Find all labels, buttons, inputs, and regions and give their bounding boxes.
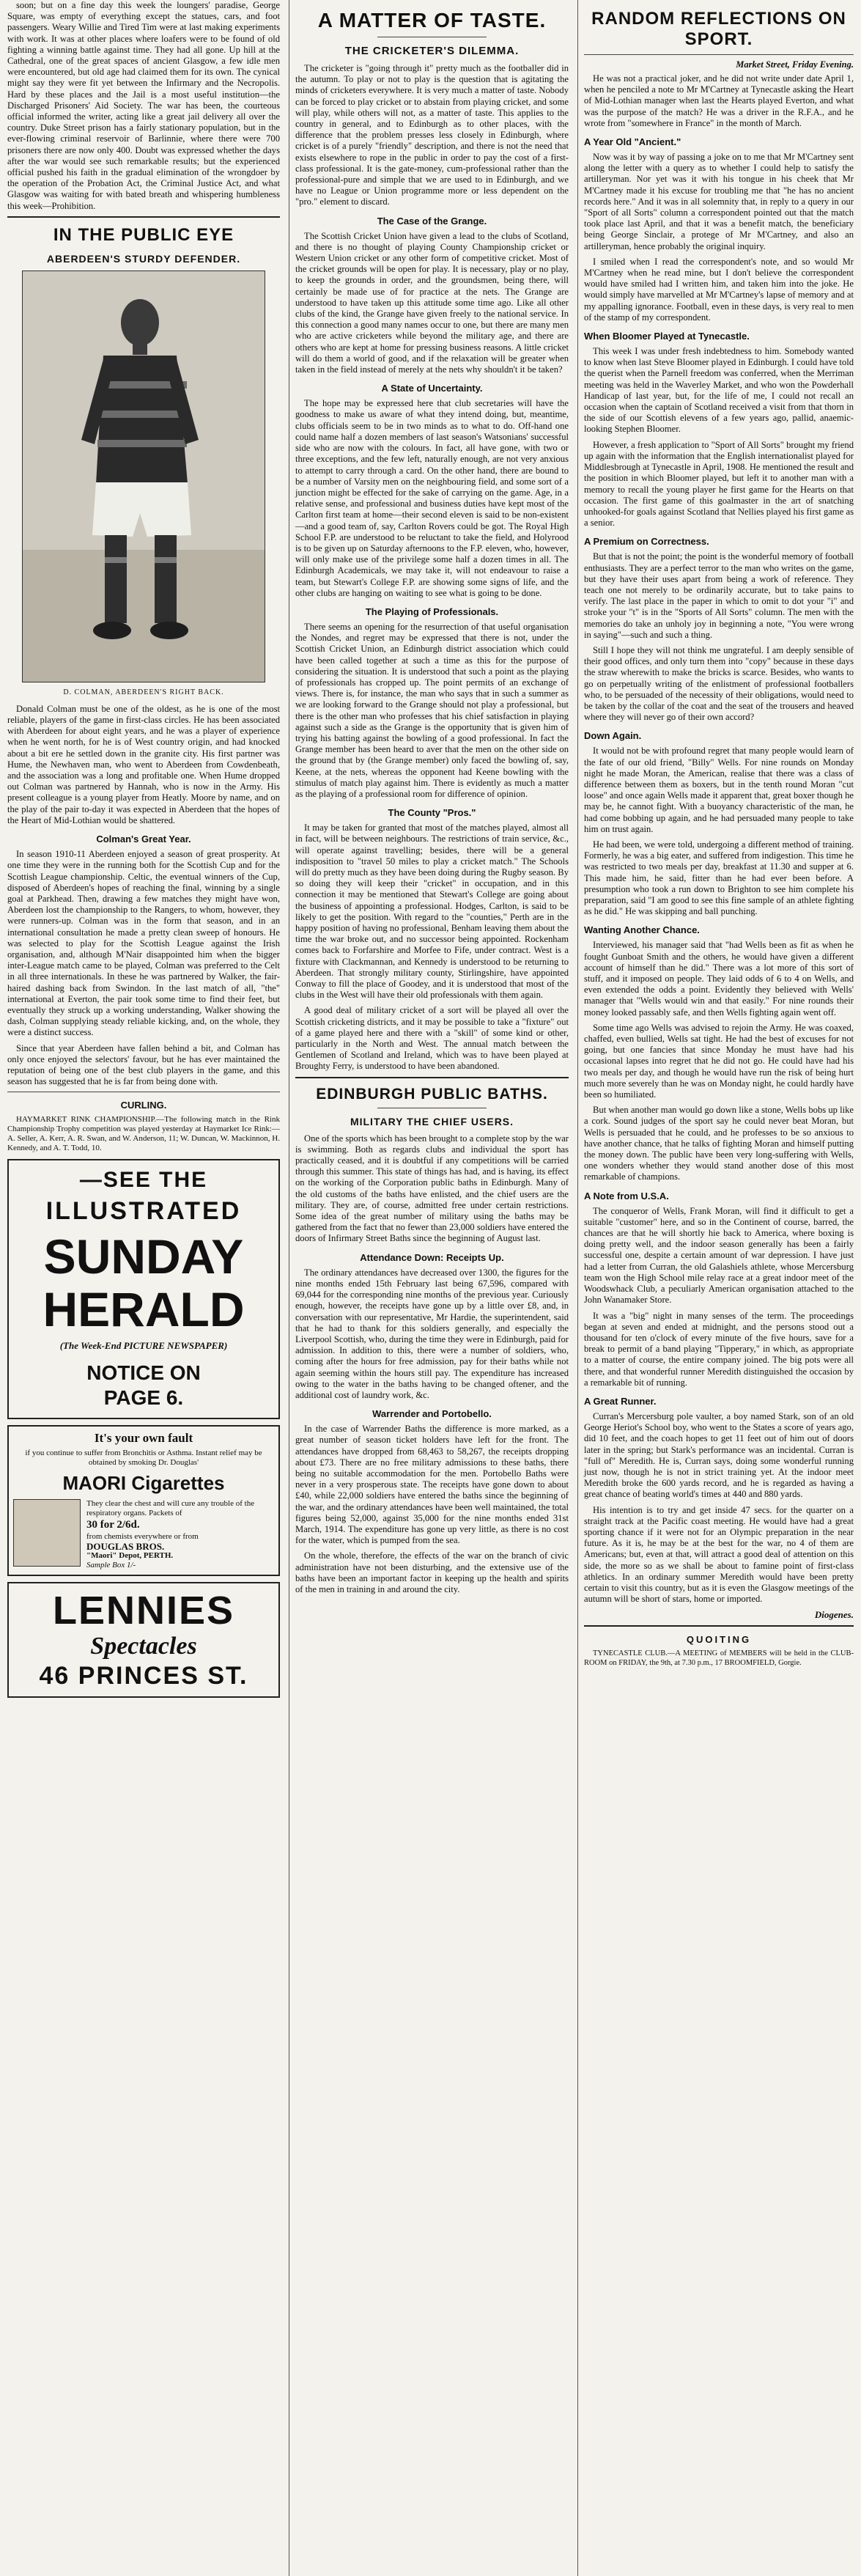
- matter-of-taste-title: A MATTER OF TASTE.: [317, 9, 547, 32]
- subhead-wanting: Wanting Another Chance.: [584, 924, 700, 936]
- paragraph: His intention is to try and get inside 47 secs. for the quarter on a straight track at the Pacific coast meeting. He would have had a great sporting chance if it were not for an Olympic preparation in the near future. As it is, he may be at the best for the war, no 4 of them are Americans; but, even at that, will attract a good deal of attention on this side, the more so as we shall be about to famine point of first-class athletics. In an ordinary summer Meredith would have been pretty certain to visit this country, but as it is even the Glasgow meetings of the autumn will be short of stars, home or imported.: [584, 1504, 854, 1605]
- subhead-grange: The Case of the Grange.: [377, 215, 487, 227]
- paragraph: Now was it by way of passing a joke on to me that Mr M'Cartney sent along the letter with a query as to whether I could help to satisfy the artilleryman. Nor yet was it with his tongue in his cheek that Mr M'Cartney made it his excuse for troubling me that "he has no ancient records here." And it was in all solemnity that, in reply to a query in our "Sport of all Sorts" column a correspondent pointed out that the match took place last April, and that it was a benefit match, the beneficiary being George Sinclair, a protege of Mr M'Cartney, and also an artilleryman, hence probably the original inquiry.: [584, 152, 854, 251]
- random-reflections-title: RANDOM REFLECTIONS ON SPORT.: [591, 9, 846, 49]
- maori-cigarettes-ad: [7, 1425, 280, 1576]
- subhead-down-again: Down Again.: [584, 730, 642, 742]
- cricketers-dilemma-subtitle: THE CRICKETER'S DILEMMA.: [344, 45, 520, 57]
- paragraph: In the case of Warrender Baths the difference is more marked, as a great number of season ticket holders have left for the front. The attendances have dropped from 68,463 to 58,267, the receipts dropping about £73. There are no free military admissions to these baths, there being no suitable accommodation for the men. Portobello Baths were never in a very prosperous state. The receipts have gone down to about £40, while 22,000 soldiers have entered the baths since the beginning of the war, and the ordinary attendances have been well maintained, the total figures being 52,000, against 35,000 for the nine months ended 31st March, 1914. The expenditure has gone up very little, as there is no cost for the water, which is pumped from the sea.: [295, 1424, 569, 1546]
- maori-address: "Maori" Depot, PERTH.: [86, 1551, 174, 1561]
- paragraph: However, a fresh application to "Sport of All Sorts" brought my friend up again with the information that the English internationalist played for Middlesbrough at Tynecastle in April, 1908. He mentioned the result and the position in which Bloomer played, but left it to another man with a memory to recall the young player he first game for the Hearts on that occasion. The first game of this goalmaster in the art of snatching unhooked-for goals against Scotland that Nellies played his first game as a senior.: [584, 439, 854, 529]
- subhead-ancient: A Year Old "Ancient.": [584, 136, 681, 148]
- paragraph: One of the sports which has been brought to a complete stop by the war is swimming. Both as regards clubs and individual the sport has practically ceased, and it is doubtful if any competitions will be carried through this summer. This state of things has had, and is having, its effect on the working of the Corporation public baths in Edinburgh. Many of the old customs of the baths have enlisted, and the chief users are the military. They are, of course, admitted free under certain restrictions. Some idea of the great number of military using the baths may be gathered from the fact that no fewer than 23,000 soldiers have entered the doors of Infirmary Street Baths since the beginning of August last.: [295, 1133, 569, 1244]
- ad-illustrated: ILLUSTRATED: [45, 1197, 242, 1226]
- ad-sunday: SUNDAY: [43, 1229, 244, 1284]
- quoiting-heading: QUOITING: [686, 1634, 752, 1646]
- lennies-product: Spectacles: [90, 1633, 197, 1660]
- lennies-address: 46 PRINCES ST.: [39, 1662, 248, 1690]
- maori-line1: It's your own fault: [94, 1431, 193, 1446]
- maori-from: from chemists everywhere or from: [86, 1532, 199, 1542]
- colman-great-year-text: [7, 849, 280, 1087]
- ad-see-the: —SEE THE: [79, 1168, 208, 1193]
- professionals-text: [295, 622, 569, 800]
- maori-maker: DOUGLAS BROS.: [86, 1541, 165, 1553]
- curling-text: HAYMARKET RINK CHAMPIONSHIP.—The following match in the Rink Championship Trophy competition was played yesterday at Haymarket Ice Rink:—A. Seller, A. Kerr, A. R. Swan, and W. Anderson, 11; W. Duncan, W. Mackinnon, H. Kennedy, and A. T. Todd, 10.: [7, 1115, 280, 1153]
- maori-brand: MAORI Cigarettes: [62, 1472, 225, 1495]
- subhead-uncertainty: A State of Uncertainty.: [381, 383, 483, 394]
- paragraph: He had been, we were told, undergoing a different method of training. Formerly, he was a big eater, and suffered from indigestion. This time he was restricted to two meals per day, breakfast at 11.30 and supper at 6. This made him, he said, fitter than he had ever been before. A presumption who took a run down to Brighton to see him complete his preparation, said "I am good to see this fine sample of an athlete fighting as he did." He was skipping and ball punching.: [584, 839, 854, 917]
- paragraph: This week I was under fresh indebtedness to him. Somebody wanted to know when last Steve Bloomer played in Edinburgh. I could have told the querist when the Parnell freedom was conferred, when the Merriman meeting was held in the Waverley Market, and who won the Powderhall Handicap of last year, but, for the life of me, I could not recall an occasion when the captain of Scotland received a visit from that thorn in the side of our Scottish elevens of a few years ago, pallid, anaemic-looking Stephen Bloomer.: [584, 346, 854, 435]
- in-the-public-eye-title: IN THE PUBLIC EYE: [53, 224, 234, 245]
- warrender-text: [295, 1424, 569, 1595]
- paragraph: It may be taken for granted that most of the matches played, almost all in fact, will be between neighbours. The restrictions of train service, &c., will operate against travelling; besides, there will be a general indisposition to "travel 50 miles to play a cricket match." The Schools will do pretty much as they have been doing during the Rugby season. By so doing they will keep their "cricket" in occupation, and in this connection it may be mentioned that Stewart's College are going about the business of appointing a professional. Hodges, Carlton, is said to be likely to get the position. With regard to the "counties," Perth are in the happy position of having no professional, Benham leaving them about the time the war broke out, and no successor being appointed. Rockenham comes back to Forfarshire and Morfee to Fife, under contract. West is a fixture with Clackmannan, and Kennedy is understood to be returning to Aberdeen. That strongly military county, Stirlingshire, have appointed Conway to fill the place of Goodey, and it is understood that most of the clubs in the West will have their old professionals with them again.: [295, 823, 569, 1001]
- paragraph: It was a "big" night in many senses of the term. The proceedings began at seven and ended at midnight, and the persons stood out a thousand for ten o'clock of every minute of the five hours, save for a break to permit of a band playing "Tipperary," in which, as appropriate to a matter of course, the entire company joined. The big pots were all there, and that wonderful runner Meredith distinguished the occasion by a remarkable bit of running.: [584, 1310, 854, 1388]
- attendance-text: [295, 1267, 569, 1401]
- subhead-colman-great-year: Colman's Great Year.: [96, 833, 191, 845]
- column-middle: [289, 0, 574, 2576]
- subhead-bloomer: When Bloomer Played at Tynecastle.: [584, 331, 750, 342]
- county-text: [295, 823, 569, 1072]
- paragraph: soon; but on a fine day this week the loungers' paradise, George Square, was empty of everything except the statues, cars, and foot passengers. Weary Willie and Tired Tim were at last making experiments with work. It was at other places where loafers were to be found of old fighting a winning battle against time. They had all gone. Up hill at the Cathedral, one of the great spaces of ancient Glasgow, a few idle men were encountered, but old age had claimed them for its own. The cynical might say they were fit yet between the Infirmary and the Necropolis. Hard by these places and the Jail is a most useful institution—the Discharged Prisoners' Aid Society. The war has been, the courteous official informed the writer, acting like a great jail delivery all over the country. Duke Street prison has a fairly stationary population, but in the ever-flowing criminal reservoir of Barlinnie, where there were 700 prisoners there are now only 400. Doubt was expressed whether the days after the war would see such remarkable results; but the experienced official pushed his faith in the gradual elimination of the wrongdoer by the operation of the Probation Act, the Criminal Justice Act, and what Glasgow was waiting for with bated breath and whispering humbleness this week—Prohibition.: [7, 0, 280, 211]
- cricket-intro: [295, 63, 569, 208]
- subhead-professionals: The Playing of Professionals.: [365, 606, 499, 617]
- subhead-county: The County "Pros.": [388, 807, 476, 819]
- aberdeen-subtitle: ABERDEEN'S STURDY DEFENDER.: [46, 252, 241, 265]
- ad-notice: NOTICE ON: [86, 1361, 201, 1385]
- subhead-warrender: Warrender and Portobello.: [372, 1408, 492, 1420]
- reflections-intro: [584, 73, 854, 129]
- paragraph: Some time ago Wells was advised to rejoin the Army. He was coaxed, chaffed, even bullied, Wells sat tight. He had the best of excuses for not going, but one fancies that since Monday he must have had his occasional lapses into regret that he did not go. He could have had his two meals per day, and though he would have run the risk of being hurt much more severely than he was on Monday night, he could hardly have been so humiliated.: [584, 1022, 854, 1100]
- paragraph: On the whole, therefore, the effects of the war on the branch of civic administration have not been disturbing, and the extensive use of the baths have been an important factor in keeping up the health and spirits of the men in training in and around the city.: [295, 1550, 569, 1594]
- paragraph: In season 1910-11 Aberdeen enjoyed a season of great prosperity. At one time they were in the running both for the Scottish Cup and for the Scottish League championship. Celtic, the eventual winners of the Cup, disposed of Aberdeen's hopes of reaching the final, winning by a single goal at Parkhead. Then, drawing a few matches they might have won, Aberdeen lost the championship to the Rangers, to whom, however, they were runners-up. Colman was in the form that season, and in an international consultation he made a pretty clean sweep of honours. He was selected to play for the Scottish League against the Irish organisation, and, although M'Nair disappointed him when the bigger inter-League match came to be played, Colman was preferred to the Celt in all three internationals. In these he was partnered by Walker, the fair-haired dashing back from Swindon. In the last match of all, "the" international at Everton, the pair took some time to find their feet, but eventually they struck up a working understanding, Walker showing the dash, Colman supplying steady reliable kicking, and, on the whole, they were a distinct success.: [7, 849, 280, 1038]
- maori-sample: Sample Box 1/-: [86, 1561, 136, 1570]
- lennies-name: LENNIES: [52, 1589, 235, 1633]
- bloomer-text: [584, 346, 854, 529]
- column-right: [577, 0, 858, 2576]
- paragraph: The hope may be expressed here that club secretaries will have the goodness to make us aware of what they intend doing, but, meantime, clubs officials seem to be in two minds as to what to do. Off-hand one could name half a dozen members of last season's Watsonians' successful side who are now with the colours. In fact, all have gone, with two or three exceptions, and the few left, naturally enough, are not very anxious to attempt to carry through a card. On the other hand, there are bound to be a number of Varsity men on the neighbouring field, and some sort of a junction might be effected for the sake of carrying on the game. Age, in a relative sense, and professional and business duties have kept most of the Carlton first team at home—their second eleven is said to be non-existent—and a good team of, say, Carlton Rovers could be got. The Royal High School F.P. are understood to be reluctant to take the field, and Holyrood is to be given up on Saturday afternoons to the F.P. eleven, who, however, will only make use of the privilege some half a dozen times in all. The Edinburgh Academicals, we may take it, will not endeavour to raise a team, but Stewart's College F.P. are showing some signs of life, and the other clubs are hanging on waiting to see what is going to be done.: [295, 398, 569, 598]
- paragraph: Since that year Aberdeen have fallen behind a bit, and Colman has only once enjoyed the selectors' favour, but he has ever maintained the reputation of being one of the best club players in the game, and this season has suggested that he is far from being done with.: [7, 1042, 280, 1087]
- dateline: Market Street, Friday Evening.: [736, 59, 854, 70]
- paragraph: There seems an opening for the resurrection of that useful organisation the Nondes, and regret may be expressed that there is not, under the Scottish Cricket Union, an Edinburgh district association which could have been called together at such a time as this for the purpose of considering the situation. It is understood that such a point as the playing of professionals has cropped up. The point permits of an exchange of views. There is, for instance, the man who says that in such a summer as we are looking forward to the Grange should not play a professional, but there is the other man who professes that his chief satisfaction in playing against such a side as the Grange is the opportunity that is given him of trying his batting against the bowling of a good professional. In fact the Grange member has been heard to aver that the men on the other side on the ground that by (the Grange member) only faced the bowling of, say, Keene, at the nets, whereas the opponent had Keene bowling with the stimulus of match play against him. There is evidently as much a matter as the playing of a professional room for difference of opinion.: [295, 621, 569, 799]
- footballer-illustration: [23, 271, 265, 682]
- maori-price: 30 for 2/6d.: [86, 1519, 140, 1531]
- runner-text: [584, 1411, 854, 1605]
- paragraph: I smiled when I read the correspondent's note, and so would Mr M'Cartney when he read mine, but I don't believe the correspondent would have smiled had I written him, and taken him into the joke. He would simply have marvelled at Mr M'Cartney's lapse of memory and at my appalling ignorance. Football, even in these days, is very real to men of the stamp of my correspondent.: [584, 256, 854, 323]
- subhead-runner: A Great Runner.: [584, 1395, 657, 1407]
- maori-desc: They clear the chest and will cure any trouble of the respiratory organs. Packets of: [86, 1499, 255, 1518]
- ad-tagline: (The Week-End PICTURE NEWSPAPER): [59, 1340, 228, 1352]
- paragraph: The ordinary attendances have decreased over 1300, the figures for the nine months ended 15th February last being 67,596, compared with 69,044 for the corresponding nine months of the previous year. Curiously enough, however, the receipts have gone up by a little over £8, and, in conversation with our representative, Mr Hardie, the superintendent, said that he had to thank for this soldiers generally, and especially the Liverpool Scottish, who, during the time they were in Edinburgh, paid for admission. In addition to this, there were a number of soldiers, who, coming after the hours for free admission, pay for their baths while not again seeming within the hours still pay. The expenditure has increased owing to the water in the baths having to be changed oftener, and the additional cost of laundry work, &c.: [295, 1267, 569, 1400]
- paragraph: He was not a practical joker, and he did not write under date April 1, when he penciled a note to Mr M'Cartney at Tynecastle asking the Heart of Mid-Lothian manager when last the Hearts played Everton, and what was the purpose of the match? He was a driver in the R.F.A., and he wrote from "somewhere in France" in the month of March.: [584, 73, 854, 128]
- subhead-premium: A Premium on Correctness.: [584, 536, 709, 548]
- colman-photo: [22, 271, 265, 682]
- paragraph: A good deal of military cricket of a sort will be played all over the Scottish cricketing districts, and it may be possible to take a "fixture" out of a game played here and there with a "skill" of some kind or other, particularly in the North and West. The annual match between the Gentlemen of Scotland and Ireland, which was to have been played at Broughty Ferry, is understood to have been abandoned.: [295, 1005, 569, 1072]
- paragraph: It would not be with profound regret that many people would learn of the fate of our old friend, "Billy" Wells. For nine rounds on Monday night he made Moran, the American, realise that there was a class of difference between them as boxers, but in the tenth round Moran "cut loose" and once again Wells made it apparent that, great boxer though he may be, he cannot fight. With a buoyancy characteristic of the man, he had come bobbing up again, and he had persuaded many people to take him on trust again.: [584, 746, 854, 834]
- colman-article: [7, 704, 280, 826]
- paragraph: Interviewed, his manager said that "had Wells been as fit as when he fought Gunboat Smith and the others, he would have given a different account of himself than he did." There was a lot more of this sort of stuff, and it imposed on people. They laid odds of 6 to 4 on Wells, and even extended the odds a point. Evidently they believed with Wells' manager that "Wells would win and that easily." For nine rounds their money looked passably safe, and then Wells fighting again went off.: [584, 940, 854, 1017]
- curling-heading: CURLING.: [120, 1100, 167, 1111]
- usa-text: [584, 1206, 854, 1388]
- ad-page: PAGE 6.: [103, 1386, 184, 1410]
- baths-text: [295, 1133, 569, 1245]
- paragraph: But that is not the point; the point is the wonderful memory of football enthusiasts. They are a perfect terror to the man who writes on the game, but they have their uses apart from being a work of reference. They teach one not merely to be ordinarily accurate, but to take pains to verify. The last place in the paper in which to omit to dot your "i" and stroke your "t" is in the "Sports of All Sorts" column. The men with the memories do take an unholy joy in beginning a note, "You were wrong in saying"—such and such a thing.: [584, 551, 854, 640]
- ad-herald: HERALD: [43, 1282, 245, 1337]
- military-users-subtitle: MILITARY THE CHIEF USERS.: [350, 1115, 514, 1127]
- cigarette-packet-picture: [13, 1499, 81, 1567]
- subhead-attendance: Attendance Down: Receipts Up.: [360, 1251, 504, 1263]
- public-baths-title: EDINBURGH PUBLIC BATHS.: [316, 1085, 548, 1103]
- paragraph: The conqueror of Wells, Frank Moran, will find it difficult to get a suitable "customer" here, and so in the Continent of course, barred, the chances are that he will shortly hie back to America, where boxing is doing pretty well, and the indoor season generally has been a fairly successful one, despite a certain amount of war depression. I have just had a letter from Curran, the old Galashiels athlete, whose Mercersburg team won the High School mile relay race at a great indoor meet of the Woodswhack Club, a peculiarly American organisation attached to the John Wanamaker Store.: [584, 1205, 854, 1306]
- signature: Diogenes.: [814, 1609, 854, 1621]
- lennies-ad: [7, 1582, 280, 1698]
- photo-caption: D. COLMAN, ABERDEEN'S RIGHT BACK.: [63, 688, 224, 696]
- down-again-text: [584, 746, 854, 917]
- ancient-text: [584, 152, 854, 323]
- paragraph: Donald Colman must be one of the oldest, as he is one of the most reliable, players of the game in first-class circles. He has been associated with Aberdeen for about eight years, and he was a player of experience when he went north, for he is of West country origin, and had knocked about a bit ere he settled down in the granite city. His first partner was Hume, the Newhaven man, who went to Aberdeen from Cowdenbeath, and the association was a long and profitable one. When Hume dropped out Colman was partnered by Hannah, who is now in the Army. His present colleague is a young player from Heatly. Moore by name, and on the play of the pair to-day it was expected in Aberdeen that the hopes of the Heart of Mid-Lothian would be shattered.: [7, 703, 280, 825]
- grange-text: [295, 231, 569, 376]
- sunday-herald-ad: [7, 1159, 280, 1419]
- wanting-text: [584, 940, 854, 1182]
- uncertainty-text: [295, 398, 569, 599]
- quoiting-notice: TYNECASTLE CLUB.—A MEETING of MEMBERS will be held in the CLUB-ROOM on FRIDAY, the 9th, at 7.30 p.m., 17 BROOMFIELD, Gorgie.: [584, 1649, 854, 1667]
- paragraph: The Scottish Cricket Union have given a lead to the clubs of Scotland, and there is no thought of playing County Championship cricket or Western Union cricket or any other form of competitive cricket. Most of the cricket grounds will be open for play. It is necessary, play or no play, to keep the grounds in order, and the groundsmen, being there, will certainly be made use of for practice at the nets. The Grange are understood to have taken up this attitude some time ago. Like all other clubs of the kind, the Grange have given freely to the national service. In this connection a good many names occur to one, but there are many men who are active cricketers while beyond the military age, and there are others who are kept at home for pressing business reasons. A little cricket will do them a world of good, and if the relaxation will be greater when taken in the field instead of merely at the nets why shouldn't it be taken?: [295, 230, 569, 375]
- loafers-article: [7, 0, 280, 212]
- paragraph: But when another man would go down like a stone, Wells bobs up like a cork. Sound judges of the sport say he could never beat Moran, but Wells is persuaded that he could, and he professes to be so anxious to have another chance, that he talks of fighting Moran and himself putting the money down. The public have been very long-suffering with Wells, one wonders whether they would stand another dose of this most remarkable of champions.: [584, 1105, 854, 1182]
- maori-line2: if you continue to suffer from Bronchitis or Asthma. Instant relief may be obtained by smoking Dr. Douglas': [25, 1449, 262, 1468]
- paragraph: Curran's Mercersburg pole vaulter, a boy named Stark, son of an old George Heriot's School boy, who went to the States a score of years ago, did 10 feet, and the coach hopes to get 11 feet out of him out of doors later in the spring; but Stark's performance was an incidental. Curran is "full of" Meredith. He is, Curran says, doing some wonderful running just now, though he is not in strict training yet. At the indoor meet Meredith broke the 600 yards record, and he is regarded as having a great chance of beating world's times at 440 and 880 yards.: [584, 1410, 854, 1500]
- premium-text: [584, 551, 854, 723]
- paragraph: The cricketer is "going through it" pretty much as the footballer did in the autumn. To play or not to play is the question that is agitating the minds of cricketers everywhere. It is very much a matter of taste. Nobody can be forced to play cricket or to abstain from playing cricket, and some will play, while others will not, as a matter of taste. This applies to the country in general, and to Edinburgh as to other places, with the difference that the problem presses less closely in Edinburgh, where cricket is of a purely "friendly" description, and there is not the need that exists elsewhere to rope in the public in order to pay the cost of a first-class professional. It is the gate-money, cum-professional rather than the professional-pure and simple that we are used to in Edinburgh, and we have no League or Union programme more or less dependent on the "pro." element to discard.: [295, 63, 569, 207]
- paragraph: Still I hope they will not think me ungrateful. I am deeply sensible of their good offices, and only turn them into "copy" because in these days the straw wherewith to make the bricks is scarce. Besides, who wants to go on perpetually writing of the enlistment of professional footballers who, to be persuaded of the necessity of their obligations, would need to be taken by the collar of the coat and the seat of the trousers and heaved where they will never go of their own accord?: [584, 644, 854, 723]
- subhead-usa: A Note from U.S.A.: [584, 1190, 669, 1201]
- column-left: [3, 0, 286, 2576]
